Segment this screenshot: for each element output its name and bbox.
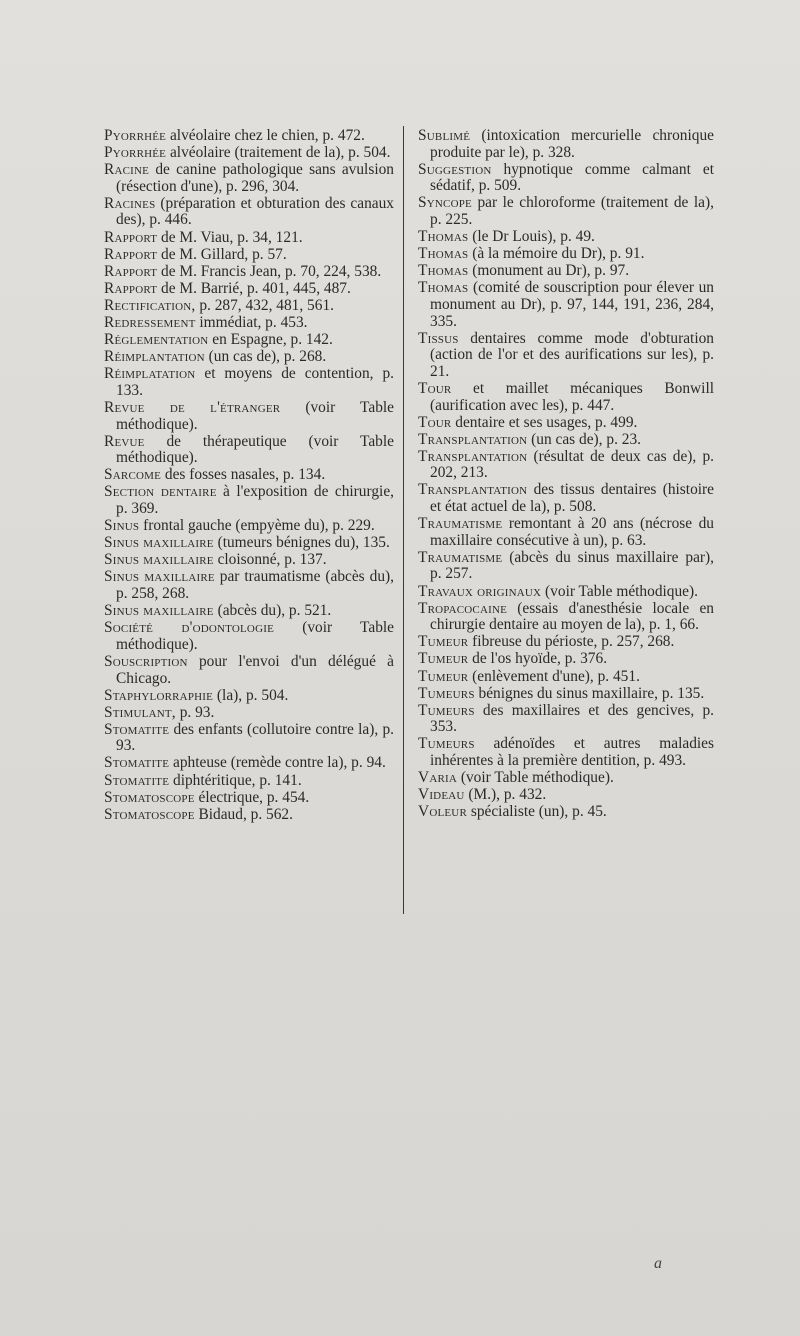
entry-text: (essais d'anesthésie locale en chirurgie dentaire au moyen de la), p. 1, 66. <box>430 599 714 634</box>
index-entry <box>418 263 714 280</box>
entry-heading: Revue de l'étranger <box>104 399 281 416</box>
entry-heading: Travaux originaux <box>418 582 542 600</box>
entry-text: (voir Table méthodique). <box>116 399 395 433</box>
entry-heading: Tour <box>418 379 452 397</box>
entry-text: (M.), p. 432. <box>464 786 547 804</box>
index-entry <box>418 736 714 769</box>
index-entry <box>104 128 394 145</box>
entry-text: immédiat, p. 453. <box>195 314 308 332</box>
index-entry <box>418 128 714 161</box>
index-entry <box>418 584 714 601</box>
entry-heading: Varia <box>418 769 458 787</box>
index-entry <box>418 280 714 330</box>
index-entry <box>104 654 394 687</box>
index-entry <box>418 787 714 804</box>
index-entry <box>418 432 714 449</box>
index-entry <box>418 331 714 381</box>
entry-text: bénignes du sinus maxillaire, p. 135. <box>474 684 705 702</box>
entry-heading: Thomas <box>418 279 469 297</box>
entry-heading: Rapport <box>104 279 158 297</box>
entry-heading: Transplantation <box>418 481 528 499</box>
index-entry <box>104 434 394 467</box>
entry-text: par le chloroforme (traitement de la), p. 225. <box>430 194 714 228</box>
entry-text: (tumeurs bénignes du), 135. <box>213 534 390 552</box>
entry-heading: Stomatite <box>104 720 170 738</box>
index-entry <box>418 703 714 736</box>
entry-text: (préparation et obturation des canaux des), p. 446. <box>116 194 394 229</box>
entry-heading: Rectification, <box>104 296 196 314</box>
entry-text: par traumatisme (abcès du), p. 258, 268. <box>116 568 394 603</box>
entry-heading: Racine <box>104 161 150 179</box>
index-column-left <box>104 128 394 824</box>
index-entry <box>418 449 714 482</box>
entry-text: (la), p. 504. <box>213 686 289 704</box>
entry-heading: Stimulant, <box>104 703 176 721</box>
index-entry <box>104 807 394 824</box>
index-entry <box>104 620 394 653</box>
index-entry <box>418 162 714 195</box>
entry-text: adénoïdes et autres maladies inhérentes à la première dentition, p. 493. <box>430 735 714 769</box>
entry-text: alvéolaire chez le chien, p. 472. <box>166 127 365 144</box>
entry-text: (voir Table méthodique). <box>541 582 698 600</box>
entry-heading: Pyorrhée <box>104 127 167 144</box>
entry-heading: Traumatisme <box>418 515 503 533</box>
index-entry <box>104 484 394 517</box>
index-entry <box>104 264 394 281</box>
entry-text: (monument au Dr), p. 97. <box>468 262 630 280</box>
entry-heading: Staphylorraphie <box>104 686 214 704</box>
entry-text: des tissus dentaires (histoire et état actuel de la), p. 508. <box>430 481 714 516</box>
entry-text: (abcès du sinus maxillaire par), p. 257. <box>430 548 714 583</box>
entry-text: des enfants (collutoire contre la), p. 93. <box>116 720 394 755</box>
index-entry <box>418 770 714 787</box>
index-entry <box>104 298 394 315</box>
entry-heading: Videau <box>418 786 465 804</box>
index-entry <box>104 569 394 602</box>
entry-heading: Souscription <box>104 652 188 670</box>
entry-text: Bidaud, p. 562. <box>194 805 293 823</box>
index-entry <box>104 518 394 535</box>
entry-heading: Société d'odontologie <box>104 619 275 637</box>
entry-text: cloisonné, p. 137. <box>213 551 327 569</box>
entry-heading: Stomatite <box>104 754 170 772</box>
index-entry <box>104 145 394 162</box>
entry-heading: Tropacocaine <box>418 599 508 617</box>
entry-heading: Revue <box>104 432 145 450</box>
index-entry <box>418 634 714 651</box>
entry-text: (voir Table méthodique). <box>116 619 395 653</box>
printer-signature-mark: a <box>654 1255 662 1272</box>
entry-heading: Tumeurs <box>418 701 475 719</box>
entry-heading: Traumatisme <box>418 548 503 566</box>
entry-heading: Stomatite <box>104 771 170 789</box>
entry-heading: Thomas <box>418 262 469 280</box>
entry-heading: Stomatoscope <box>104 788 195 806</box>
entry-heading: Sinus maxillaire <box>104 534 214 552</box>
index-entry <box>418 550 714 583</box>
index-entry <box>418 651 714 668</box>
index-entry <box>418 246 714 263</box>
entry-text: en Espagne, p. 142. <box>208 331 333 349</box>
entry-text: (abcès du), p. 521. <box>213 602 332 620</box>
entry-heading: Rapport <box>104 245 158 263</box>
index-entry <box>104 315 394 332</box>
entry-text: de M. Gillard, p. 57. <box>157 245 287 263</box>
index-entry <box>104 400 394 433</box>
index-entry <box>104 552 394 569</box>
entry-text: des fosses nasales, p. 134. <box>161 466 326 484</box>
entry-heading: Thomas <box>418 228 469 246</box>
index-entry <box>104 349 394 366</box>
entry-heading: Thomas <box>418 245 469 263</box>
index-entry <box>418 415 714 432</box>
entry-text: p. 287, 432, 481, 561. <box>195 296 334 314</box>
entry-heading: Tumeur <box>418 650 469 668</box>
entry-heading: Sinus <box>104 517 140 535</box>
entry-text: et maillet mécaniques Bonwill (aurification avec les), p. 447. <box>430 379 714 414</box>
entry-text: (voir Table méthodique). <box>457 769 614 787</box>
index-entry <box>104 755 394 772</box>
entry-heading: Rapport <box>104 262 158 280</box>
entry-heading: Suggestion <box>418 160 492 178</box>
entry-text: dentaire et ses usages, p. 499. <box>451 413 638 431</box>
entry-text: pour l'envoi d'un délégué à Chicago. <box>116 652 394 687</box>
entry-text: (un cas de), p. 268. <box>204 348 327 366</box>
entry-text: électrique, p. 454. <box>194 788 310 806</box>
entry-heading: Pyorrhée <box>104 144 167 162</box>
entry-text: (comité de souscription pour élever un monument au Dr), p. 97, 144, 191, 236, 284, 335. <box>430 279 714 330</box>
entry-text: spécialiste (un), p. 45. <box>466 803 607 821</box>
entry-heading: Réimplatation <box>104 365 196 383</box>
entry-heading: Tumeur <box>418 633 469 651</box>
entry-text: alvéolaire (traitement de la), p. 504. <box>166 144 391 162</box>
entry-text: (à la mémoire du Dr), p. 91. <box>468 245 645 263</box>
entry-text: diphtéritique, p. 141. <box>169 771 302 789</box>
entry-text: (le Dr Louis), p. 49. <box>468 228 595 246</box>
index-entry <box>104 535 394 552</box>
entry-heading: Tumeur <box>418 667 469 685</box>
entry-text: dentaires comme mode d'obturation (action de l'or et des aurifications sur les), p. 21. <box>430 329 714 380</box>
index-entry <box>418 601 714 634</box>
index-entry <box>418 229 714 246</box>
index-entry <box>418 804 714 821</box>
index-entry <box>104 603 394 620</box>
index-entry <box>104 773 394 790</box>
entry-text: à l'exposition de chirurgie, p. 369. <box>116 483 394 518</box>
entry-text: (enlèvement d'une), p. 451. <box>468 667 640 685</box>
entry-text: p. 93. <box>175 703 215 721</box>
entry-heading: Réglementation <box>104 331 209 349</box>
index-entry <box>104 467 394 484</box>
entry-heading: Tissus <box>418 329 459 347</box>
entry-text: aphteuse (remède contre la), p. 94. <box>169 754 386 772</box>
index-entry <box>104 705 394 722</box>
index-entry <box>104 281 394 298</box>
entry-text: (résultat de deux cas de), p. 202, 213. <box>430 447 714 482</box>
entry-heading: Stomatoscope <box>104 805 195 823</box>
index-entry <box>104 196 394 229</box>
entry-heading: Transplantation <box>418 430 528 448</box>
entry-text: hypnotique comme calmant et sédatif, p. 509. <box>430 160 714 195</box>
entry-text: de M. Barrié, p. 401, 445, 487. <box>157 279 351 297</box>
entry-heading: Transplantation <box>418 447 528 465</box>
entry-heading: Rapport <box>104 228 158 246</box>
entry-text: des maxillaires et des gencives, p. 353. <box>430 701 714 736</box>
index-entry <box>104 366 394 399</box>
entry-heading: Racines <box>104 194 156 212</box>
entry-heading: Sarcome <box>104 466 162 484</box>
entry-heading: Sinus maxillaire <box>104 551 214 569</box>
entry-heading: Tour <box>418 413 452 431</box>
index-entry <box>418 669 714 686</box>
entry-heading: Réimplantation <box>104 348 205 366</box>
index-entry <box>104 162 394 195</box>
index-entry <box>104 722 394 755</box>
entry-text: de l'os hyoïde, p. 376. <box>468 650 608 668</box>
entry-text: (intoxication mercurielle chronique produite par le), p. 328. <box>430 127 714 161</box>
entry-text: (un cas de), p. 23. <box>527 430 641 448</box>
entry-text: frontal gauche (empyème du), p. 229. <box>139 517 375 535</box>
entry-text: remontant à 20 ans (nécrose du maxillaire consécutive à un), p. 63. <box>430 515 714 549</box>
index-entry <box>418 482 714 515</box>
entry-text: de M. Viau, p. 34, 121. <box>157 228 303 246</box>
index-entry <box>418 686 714 703</box>
entry-heading: Section dentaire <box>104 483 217 501</box>
index-entry <box>104 688 394 705</box>
entry-heading: Redressement <box>104 314 196 332</box>
column-divider <box>403 126 404 914</box>
index-column-right <box>418 128 714 821</box>
index-entry <box>104 332 394 349</box>
entry-heading: Tumeurs <box>418 735 475 753</box>
entry-text: de M. Francis Jean, p. 70, 224, 538. <box>157 262 382 280</box>
index-entry <box>104 247 394 264</box>
index-entry <box>418 381 714 414</box>
entry-heading: Tumeurs <box>418 684 475 702</box>
entry-text: fibreuse du périoste, p. 257, 268. <box>468 633 675 651</box>
entry-heading: Sinus maxillaire <box>104 602 214 620</box>
entry-text: et moyens de contention, p. 133. <box>116 365 394 399</box>
entry-heading: Sublimé <box>418 127 471 144</box>
index-entry <box>418 195 714 228</box>
index-entry <box>104 230 394 247</box>
entry-heading: Sinus maxillaire <box>104 568 215 586</box>
index-entry <box>418 516 714 549</box>
index-entry <box>104 790 394 807</box>
entry-heading: Voleur <box>418 803 467 821</box>
entry-text: de thérapeutique (voir Table méthodique). <box>116 432 394 467</box>
entry-heading: Syncope <box>418 194 472 212</box>
entry-text: de canine pathologique sans avulsion (résection d'une), p. 296, 304. <box>116 161 394 195</box>
